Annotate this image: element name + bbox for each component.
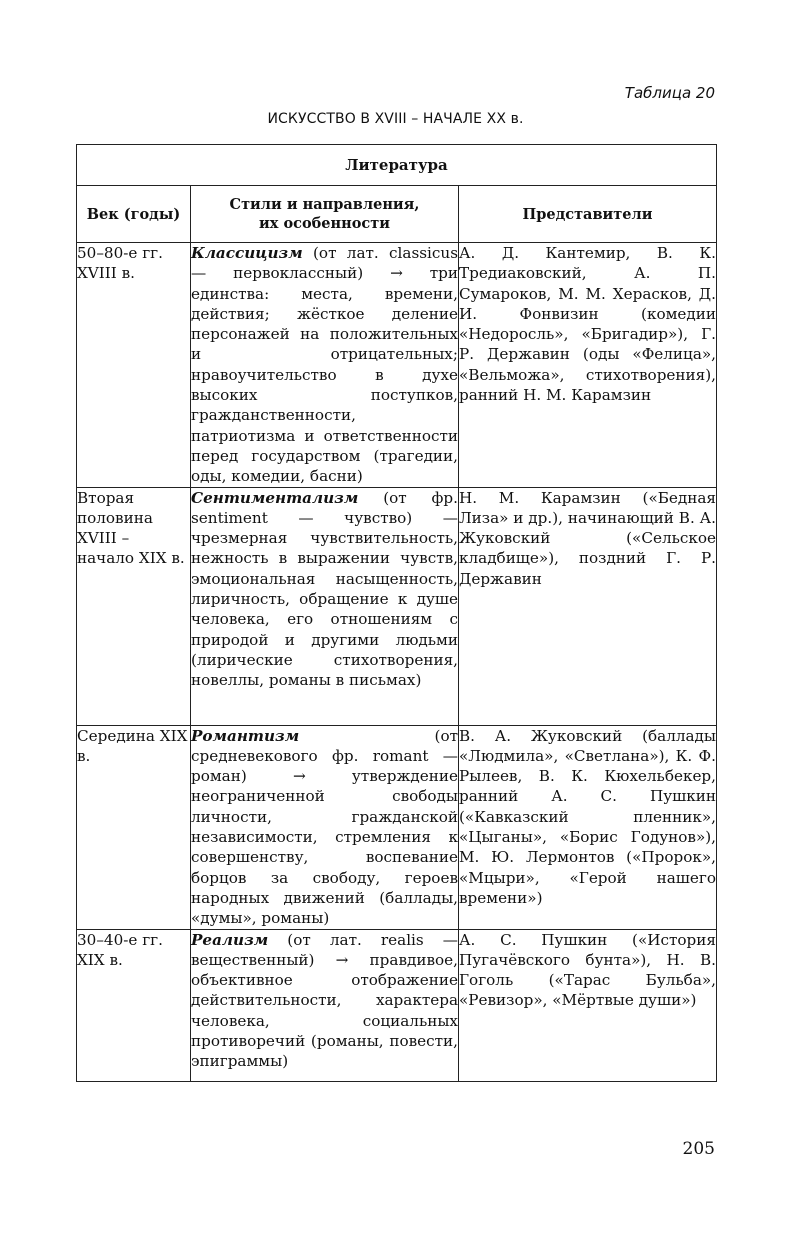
style-cell bbox=[191, 243, 459, 488]
table-row bbox=[77, 487, 717, 725]
representatives-cell: Н. М. Карамзин («Бедная Лиза» и др.), начинающий В. А. Жуковский («Сельское кладбище»), поздний Г. Р. Державин bbox=[459, 487, 717, 725]
style-cell bbox=[191, 725, 459, 929]
style-description: (от средневекового фр. romant — роман) → утверждение неограниченной свободы личности, гражданской независимости, стремления к совершенству, воспевание борцов за свободу, героев народных движений (баллады, «думы», романы) bbox=[191, 726, 458, 928]
period-cell: 50–80-е гг. XVIII в. bbox=[77, 243, 191, 488]
column-header-styles bbox=[191, 186, 459, 243]
representatives-cell: А. С. Пушкин («История Пугачёвского бунта»), Н. В. Гоголь («Тарас Бульба», «Ревизор», «Мёртвые души») bbox=[459, 929, 717, 1081]
period-cell: Середина XIX в. bbox=[77, 725, 191, 929]
column-header-row bbox=[77, 186, 717, 243]
table-row bbox=[77, 929, 717, 1081]
style-cell bbox=[191, 487, 459, 725]
period-cell: Вторая половина XVIII – начало XIX в. bbox=[77, 487, 191, 725]
style-name: Классицизм bbox=[191, 244, 303, 262]
page-number: 205 bbox=[682, 1139, 715, 1159]
representatives-cell: А. Д. Кантемир, В. К. Тредиаковский, А. П. Сумароков, М. М. Херасков, Д. И. Фонвизин (комедии «Недоросль», «Бригадир»), Г. Р. Державин (оды «Фелица», «Вельможа», стихотворения), ранний Н. М. Карамзин bbox=[459, 243, 717, 488]
table-number-label: Таблица 20 bbox=[624, 84, 715, 102]
column-header-representatives: Представители bbox=[459, 186, 717, 243]
style-name: Реализм bbox=[191, 930, 269, 949]
section-title: Литература bbox=[77, 145, 717, 186]
style-description: (от лат. classicus — первоклассный) → три единства: места, времени, действия; жёсткое деление персонажей на положительных и отрицательных; нравоучительство в духе высоких поступков, гражданственности, патриотизма и ответственности перед государством (трагедии, оды, комедии, басни) bbox=[191, 244, 458, 486]
section-header-row bbox=[77, 145, 717, 186]
representatives-cell: В. А. Жуковский (баллады «Людмила», «Светлана»), К. Ф. Рылеев, В. К. Кюхельбекер, ранний А. С. Пушкин («Кавказский пленник», «Цыганы», «Борис Годунов»), М. Ю. Лермонтов («Пророк», «Мцыри», «Герой нашего времени») bbox=[459, 725, 717, 929]
style-cell bbox=[191, 929, 459, 1081]
style-name: Романтизм bbox=[191, 726, 300, 745]
style-description: (от фр. sentiment — чувство) — чрезмерная чувствительность, нежность в выражении чувств, эмоциональная насыщенность, лиричность, обращение к душе человека, его отношениям с природой и другими людьми (лирические стихотворения, новеллы, романы в письмах) bbox=[191, 488, 458, 690]
column-header-styles-text: Стили и направления, их особенности bbox=[229, 196, 420, 232]
page-title: ИСКУССТВО В XVIII – НАЧАЛЕ XX в. bbox=[267, 111, 524, 127]
style-description: (от лат. realis — вещественный) → правдивое, объективное отображение действительности, характера человека, социальных противоречий (романы, повести, эпиграммы) bbox=[191, 930, 458, 1071]
period-cell: 30–40-е гг. XIX в. bbox=[77, 929, 191, 1081]
style-name: Сентиментализм bbox=[191, 488, 359, 507]
column-header-period: Век (годы) bbox=[77, 186, 191, 243]
table-row bbox=[77, 725, 717, 929]
literature-table bbox=[76, 144, 717, 1082]
table-row bbox=[77, 243, 717, 488]
